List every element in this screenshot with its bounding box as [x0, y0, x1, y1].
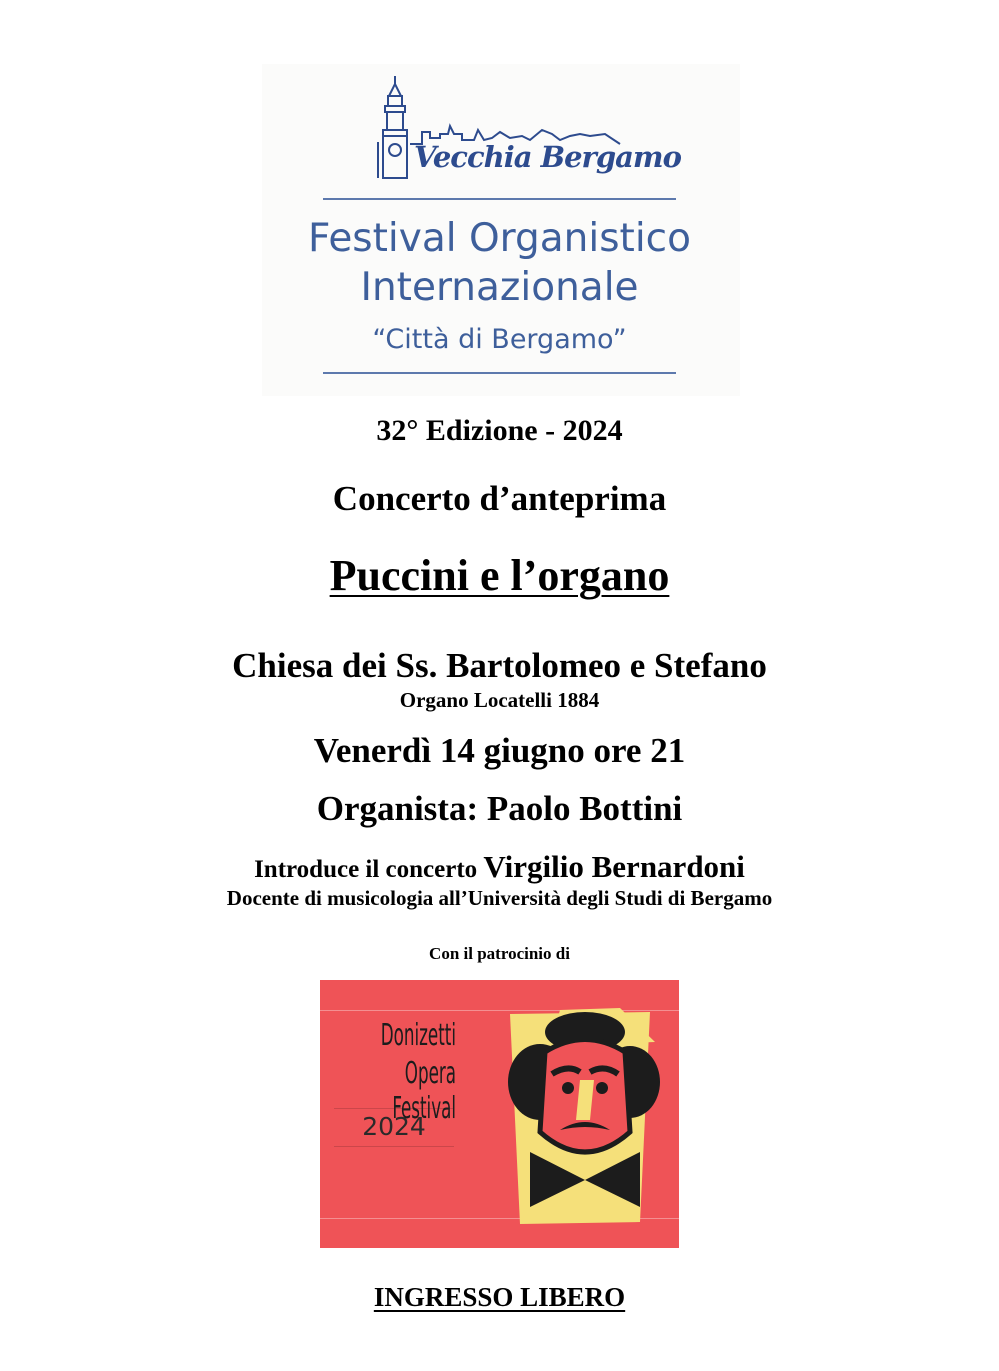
vecchia-bergamo-logo: [370, 74, 681, 184]
introducer-name: Virgilio Bernardoni: [483, 849, 745, 884]
concert-title-text: Puccini e l’organo: [329, 551, 670, 600]
header-divider-bottom: [323, 372, 676, 374]
patronage-label: Con il patrocinio di: [429, 944, 570, 963]
organist: Organista: Paolo Bottini: [316, 789, 683, 828]
organ-info: Organo Locatelli 1884: [399, 688, 600, 712]
festival-subtitle: “Città di Bergamo”: [372, 324, 627, 355]
edition: 32° Edizione - 2024: [376, 414, 623, 447]
entry-text: INGRESSO LIBERO: [373, 1282, 626, 1312]
festival-title-line2: Internazionale: [360, 265, 639, 310]
concert-type: Concerto d’anteprima: [332, 479, 667, 518]
introducer-line: [0, 849, 999, 885]
entry-note: [0, 1282, 999, 1313]
sponsor-year: 2024: [362, 1112, 426, 1141]
logo-line: [334, 1146, 454, 1147]
date-time: Venerdì 14 giugno ore 21: [313, 731, 686, 770]
header-divider-top: [323, 198, 676, 200]
sponsor-line1: Donizetti: [380, 1018, 456, 1053]
introducer-prefix: Introduce il concerto: [254, 856, 478, 883]
donizetti-portrait-icon: [490, 1002, 670, 1232]
brand-name: Vecchia Bergamo: [414, 140, 681, 174]
concert-title: [0, 550, 999, 601]
festival-title-line1: Festival Organistico: [308, 216, 691, 261]
introducer-role: Docente di musicologia all’Università degli Studi di Bergamo: [226, 886, 773, 910]
donizetti-festival-logo: [320, 980, 679, 1248]
sponsor-line2: Opera Festival: [392, 1056, 456, 1126]
venue: Chiesa dei Ss. Bartolomeo e Stefano: [232, 646, 767, 685]
